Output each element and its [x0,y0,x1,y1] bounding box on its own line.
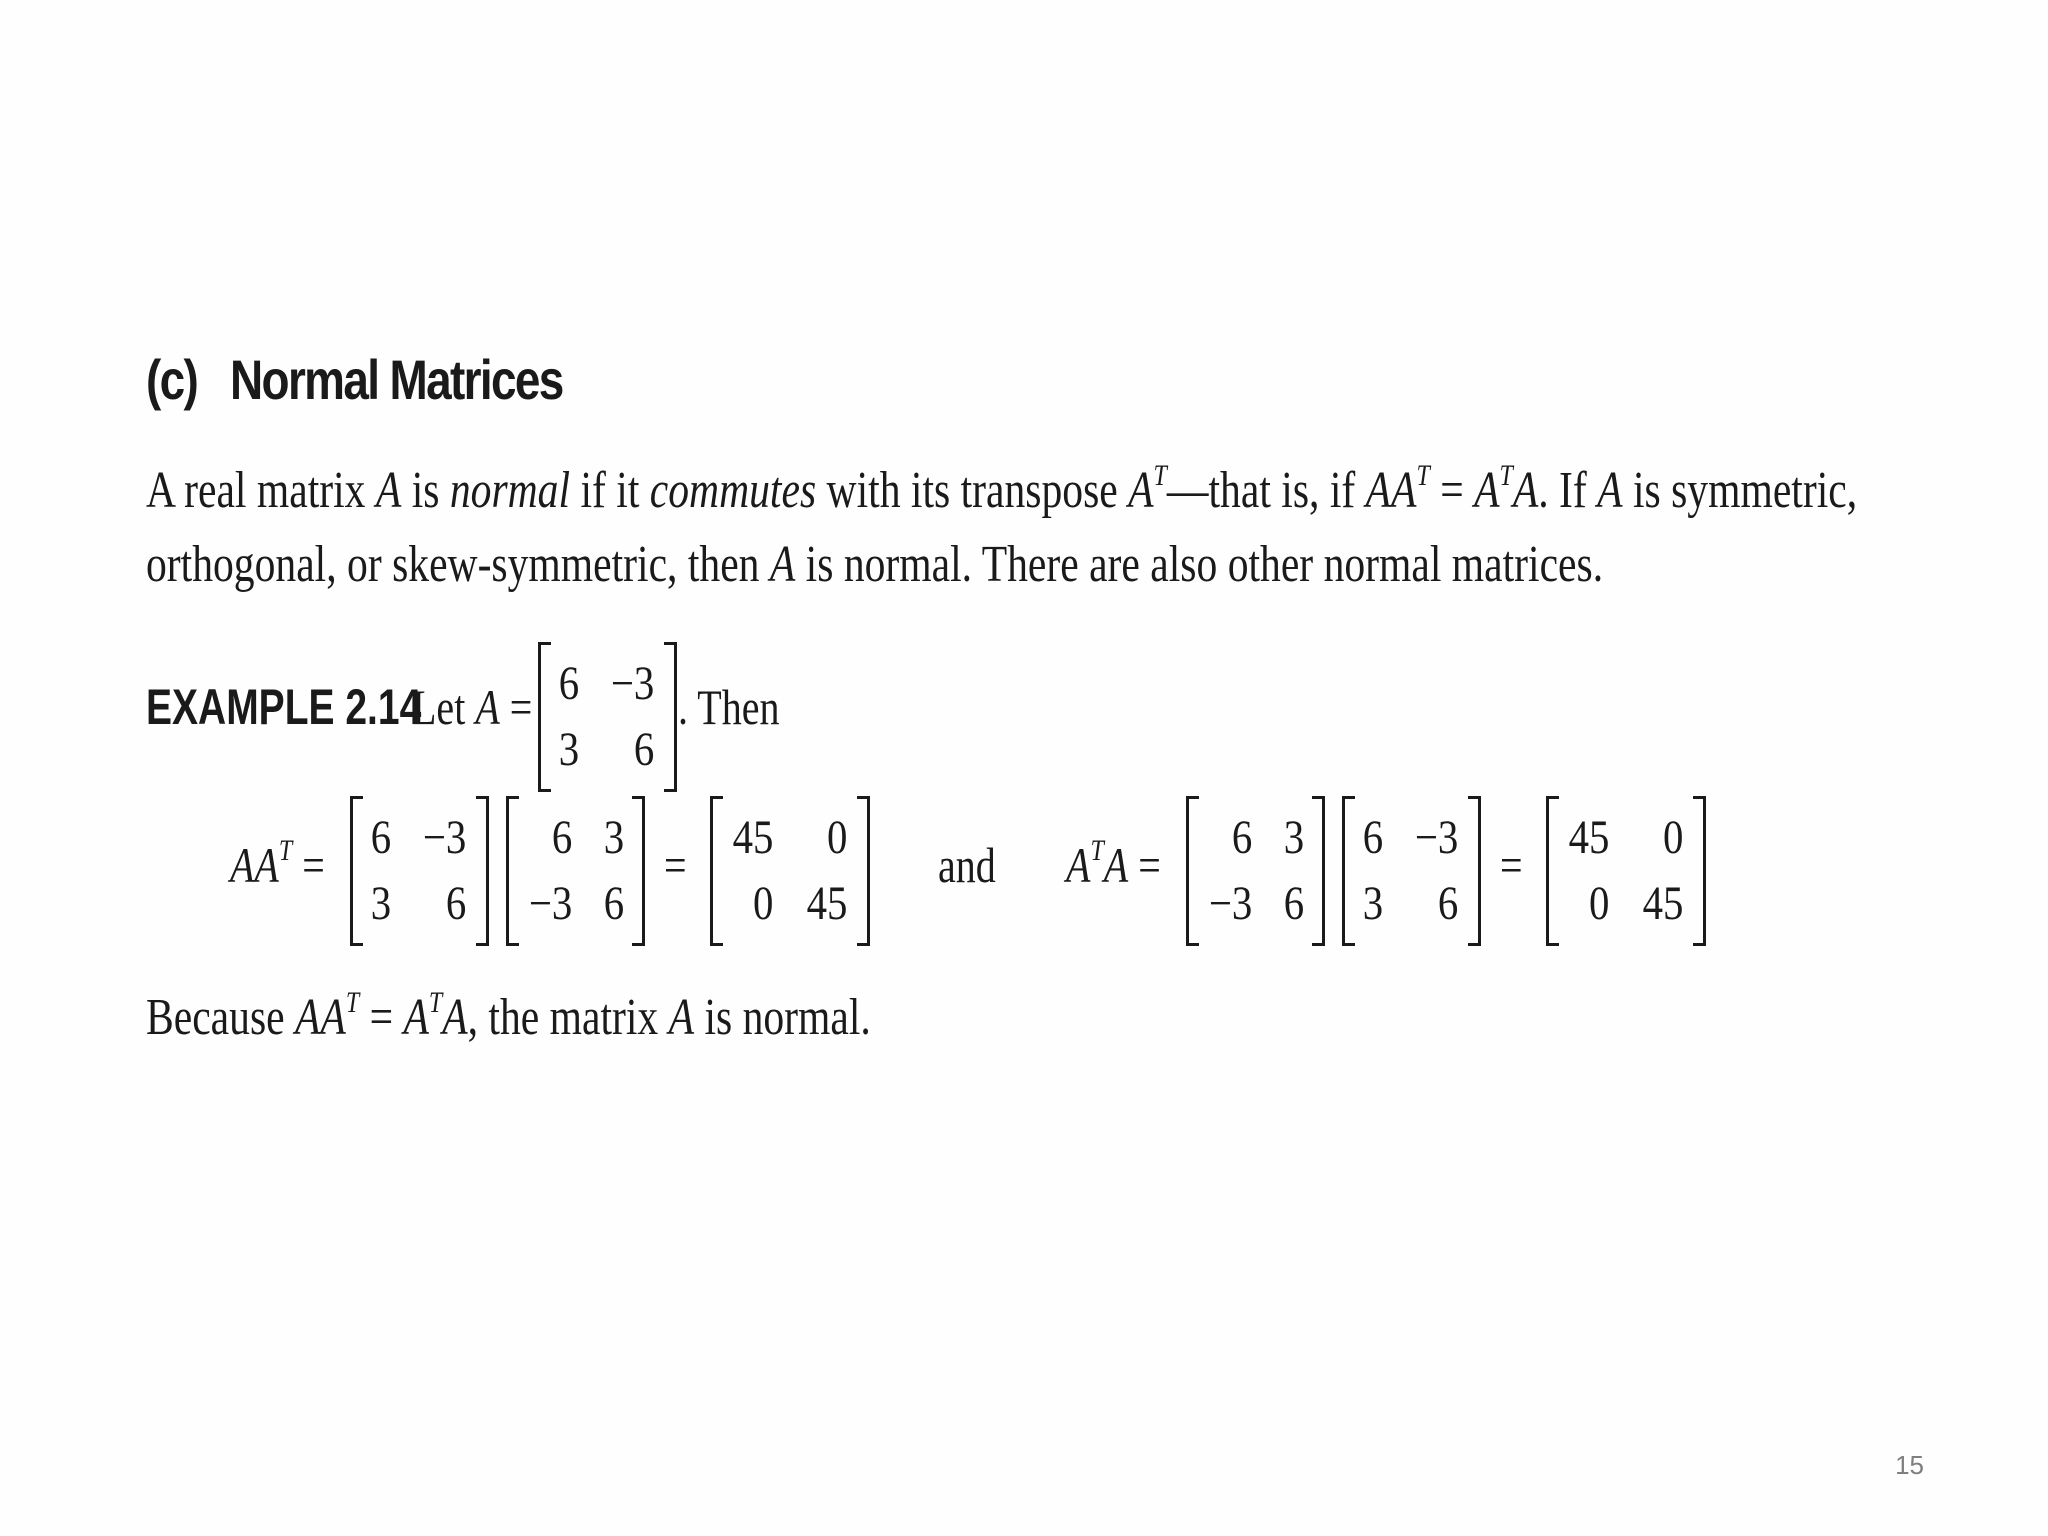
var: AA [1365,462,1417,519]
text: is [401,462,450,519]
equals-sign: = [1138,837,1161,893]
matrix-cell: −3 [1414,811,1459,864]
matrix-cell: 6 [603,877,625,930]
matrix-cells [363,807,476,935]
equals-sign: = [302,837,325,893]
var: A [403,989,429,1046]
text: is normal. There are also other normal matrices. [795,536,1604,593]
matrix-m4 [1342,796,1481,946]
text: = [1429,462,1475,519]
section-title: Normal Matrices [230,348,563,411]
lhs-aat [230,836,325,894]
matrix-cells [1355,807,1468,935]
and-text: and [938,837,996,893]
text: = [359,989,404,1046]
matrix-r1 [710,796,870,946]
left-bracket [538,642,551,792]
matrix-r2 [1546,796,1706,946]
left-bracket [350,796,363,946]
right-bracket [476,796,489,946]
equation-row [146,792,1746,952]
section-label: (c) [146,348,198,411]
matrix-cell: 6 [558,657,580,710]
var: A [668,989,695,1046]
superscript: T [1416,459,1430,492]
text: , the matrix [467,989,669,1046]
matrix-cell: 3 [1362,877,1384,930]
conclusion-sentence [146,988,1426,1047]
text: with its transpose [816,462,1129,519]
var: A [769,536,796,593]
superscript: T [345,986,360,1019]
page-number: 15 [1895,1450,1924,1480]
matrix-cells [551,653,664,781]
matrix-cell: −3 [1208,877,1253,930]
matrix-cells [1559,807,1693,935]
matrix-m3 [1186,796,1325,946]
left-bracket [1342,796,1355,946]
matrix-a [538,642,677,792]
matrix-cell: 45 [732,811,774,864]
matrix-cell: 6 [633,723,655,776]
left-bracket [1546,796,1559,946]
matrix-cells [1199,807,1312,935]
matrix-cell: 6 [1362,811,1384,864]
matrix-cell: 6 [445,877,467,930]
matrix-cell: 3 [1283,811,1305,864]
var: AA [295,989,346,1046]
text: is symmetric, [1622,462,1858,519]
var: A [1128,462,1154,519]
matrix-cell: 3 [603,811,625,864]
matrix-cells [723,807,857,935]
right-bracket [1693,796,1706,946]
slide-content [146,340,1858,1047]
emphasis-commutes: commutes [649,462,817,519]
matrix-cell: −3 [610,657,655,710]
then-text: . Then [678,679,780,735]
matrix-m1 [350,796,489,946]
matrix-cell: 45 [806,877,848,930]
matrix-cell: 3 [558,723,580,776]
section-heading [146,340,1458,420]
text: orthogonal, or skew-symmetric, then [146,536,770,593]
left-bracket [710,796,723,946]
superscript: T [1090,834,1104,867]
matrix-cell: 0 [753,877,774,930]
definition-paragraph [146,454,1858,602]
matrix-cell: 0 [1589,877,1610,930]
var: A [1512,462,1539,519]
text: . If [1538,462,1598,519]
example-let [412,678,532,736]
superscript: T [428,986,443,1019]
superscript: T [1153,459,1167,492]
example-row [146,642,1746,792]
left-bracket [1186,796,1199,946]
superscript: T [278,834,293,867]
var: A [475,679,500,735]
matrix-cell: 45 [1642,877,1684,930]
var: A [1103,837,1129,893]
var: A [1597,462,1623,519]
left-bracket [506,796,519,946]
var: A [442,989,468,1046]
right-bracket [632,796,645,946]
matrix-cell: 6 [1231,811,1253,864]
var: A [1474,462,1500,519]
matrix-cell: 6 [370,811,392,864]
paragraph-line-2 [146,528,1604,602]
text: if it [570,462,650,519]
matrix-cell: 6 [1437,877,1459,930]
example-label: EXAMPLE 2.14 [146,679,422,735]
text: is normal. [694,989,871,1046]
superscript: T [1499,459,1513,492]
right-bracket [1312,796,1325,946]
text: Because [146,989,295,1046]
matrix-cell: −3 [528,877,573,930]
var: A [375,462,402,519]
right-bracket [857,796,870,946]
matrix-cell: −3 [422,811,467,864]
text: —that is, if [1166,462,1366,519]
equals-sign-1: = [664,837,687,893]
text: = [499,679,533,735]
right-bracket [664,642,677,792]
text: A real matrix [146,462,376,519]
paragraph-line-1 [146,454,1858,528]
emphasis-normal: normal [449,462,571,519]
lhs-ata [1066,836,1161,894]
matrix-cell: 45 [1568,811,1610,864]
equals-sign-2: = [1500,837,1523,893]
matrix-m2 [506,796,645,946]
matrix-cell: 6 [551,811,573,864]
var: A [1066,837,1091,893]
matrix-cell: 6 [1283,877,1305,930]
text: Let [412,679,476,735]
matrix-cell: 3 [370,877,392,930]
var: AA [230,837,279,893]
matrix-cell: 0 [1663,811,1684,864]
matrix-cells [519,807,632,935]
matrix-cell: 0 [827,811,848,864]
right-bracket [1468,796,1481,946]
